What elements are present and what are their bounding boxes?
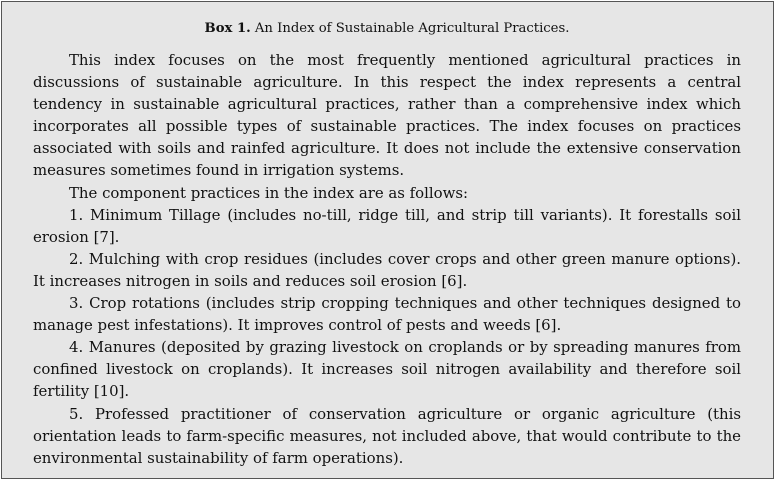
practice-item-1: 1. Minimum Tillage (includes no-till, ridge till, and strip till variants). It forestalls soil erosion [7]. [33, 205, 741, 246]
text-box [1, 1, 774, 479]
box-title-label: Box 1. [204, 21, 251, 36]
box-title [33, 20, 741, 37]
intro-paragraph: This index focuses on the most frequently mentioned agricultural practices in discussions of sustainable agriculture. In this respect the index represents a central tendency in sustainable agricultural practices, rather than a comprehensive index which incorporates all possible types of sustainable practices. The index focuses on practices associated with soils and rainfed agriculture. It does not include the extensive conservation measures sometimes found in irrigation systems. [33, 51, 741, 180]
practice-item-3: 3. Crop rotations (includes strip cropping techniques and other techniques designed to manage pest infestations). It improves control of pests and weeds [6]. [33, 294, 741, 335]
practice-item-4: 4. Manures (deposited by grazing livestock on croplands or by spreading manures from confined livestock on croplands). It increases soil nitrogen availability and therefore soil fertility [10]. [33, 338, 741, 401]
practice-item-5: 5. Professed practitioner of conservation agriculture or organic agriculture (this orientation leads to farm-specific measures, not included above, that would contribute to the environmental sustainability of farm operations). [33, 404, 741, 467]
lead-paragraph: The component practices in the index are as follows: [69, 183, 469, 202]
box-title-text: An Index of Sustainable Agricultural Practices. [250, 21, 570, 36]
practice-item-2: 2. Mulching with crop residues (includes cover crops and other green manure options). It increases nitrogen in soils and reduces soil erosion [6]. [33, 249, 741, 290]
